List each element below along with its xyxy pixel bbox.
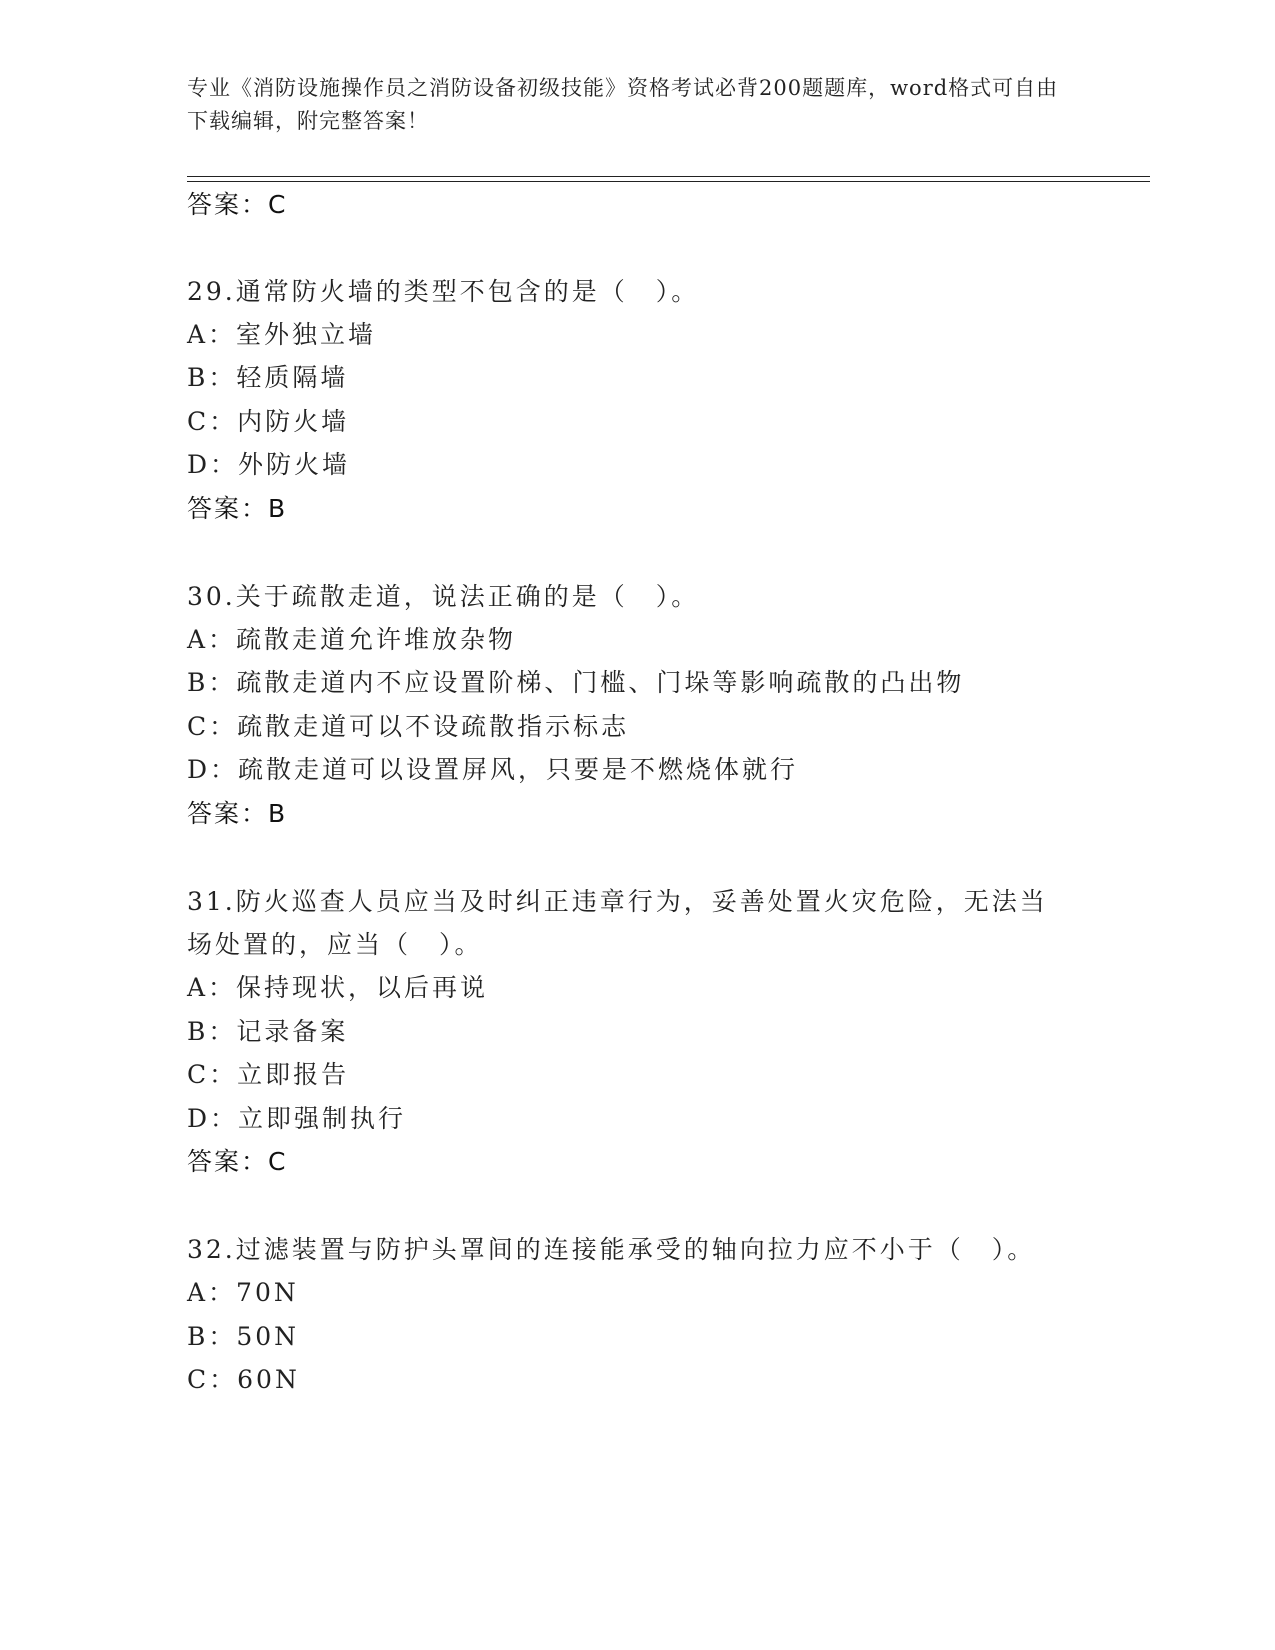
question-30-answer: 答案：B <box>187 799 288 828</box>
question-32-option-a: A：70N <box>187 1278 299 1307</box>
question-29-option-b: B：轻质隔墙 <box>187 363 349 392</box>
document-header: 专业《消防设施操作员之消防设备初级技能》资格考试必背200题题库，word格式可自由下载编辑，附完整答案！ <box>187 76 1059 133</box>
question-30-stem: 30.关于疏散走道，说法正确的是（ ）。 <box>187 582 700 611</box>
question-32-stem: 32.过滤装置与防护头罩间的连接能承受的轴向拉力应不小于（ ）。 <box>187 1235 1036 1264</box>
header-rule-top <box>187 176 1150 177</box>
question-29-option-c: C：内防火墙 <box>187 407 350 436</box>
question-31-option-c: C：立即报告 <box>187 1060 350 1089</box>
question-31-stem-line2: 场处置的，应当（ ）。 <box>187 930 483 959</box>
header-rule-bottom <box>187 181 1150 182</box>
question-31-option-b: B：记录备案 <box>187 1017 349 1046</box>
question-31-option-a: A：保持现状，以后再说 <box>187 973 489 1002</box>
question-32-option-b: B：50N <box>187 1322 300 1351</box>
question-29-option-d: D：外防火墙 <box>187 450 351 479</box>
prev-answer: 答案：C <box>187 190 288 219</box>
question-31-answer: 答案：C <box>187 1147 288 1176</box>
question-29-stem: 29.通常防火墙的类型不包含的是（ ）。 <box>187 277 700 306</box>
question-30-option-d: D：疏散走道可以设置屏风，只要是不燃烧体就行 <box>187 755 799 784</box>
question-31-stem-line1: 31.防火巡查人员应当及时纠正违章行为，妥善处置火灾危险，无法当 <box>187 887 1048 916</box>
question-29-option-a: A：室外独立墙 <box>187 320 377 349</box>
question-30-option-a: A：疏散走道允许堆放杂物 <box>187 625 517 654</box>
question-32-option-c: C：60N <box>187 1365 300 1394</box>
question-30-option-c: C：疏散走道可以不设疏散指示标志 <box>187 712 630 741</box>
question-31-option-d: D：立即强制执行 <box>187 1104 407 1133</box>
question-29-answer: 答案：B <box>187 494 288 523</box>
question-30-option-b: B：疏散走道内不应设置阶梯、门槛、门垛等影响疏散的凸出物 <box>187 668 965 697</box>
